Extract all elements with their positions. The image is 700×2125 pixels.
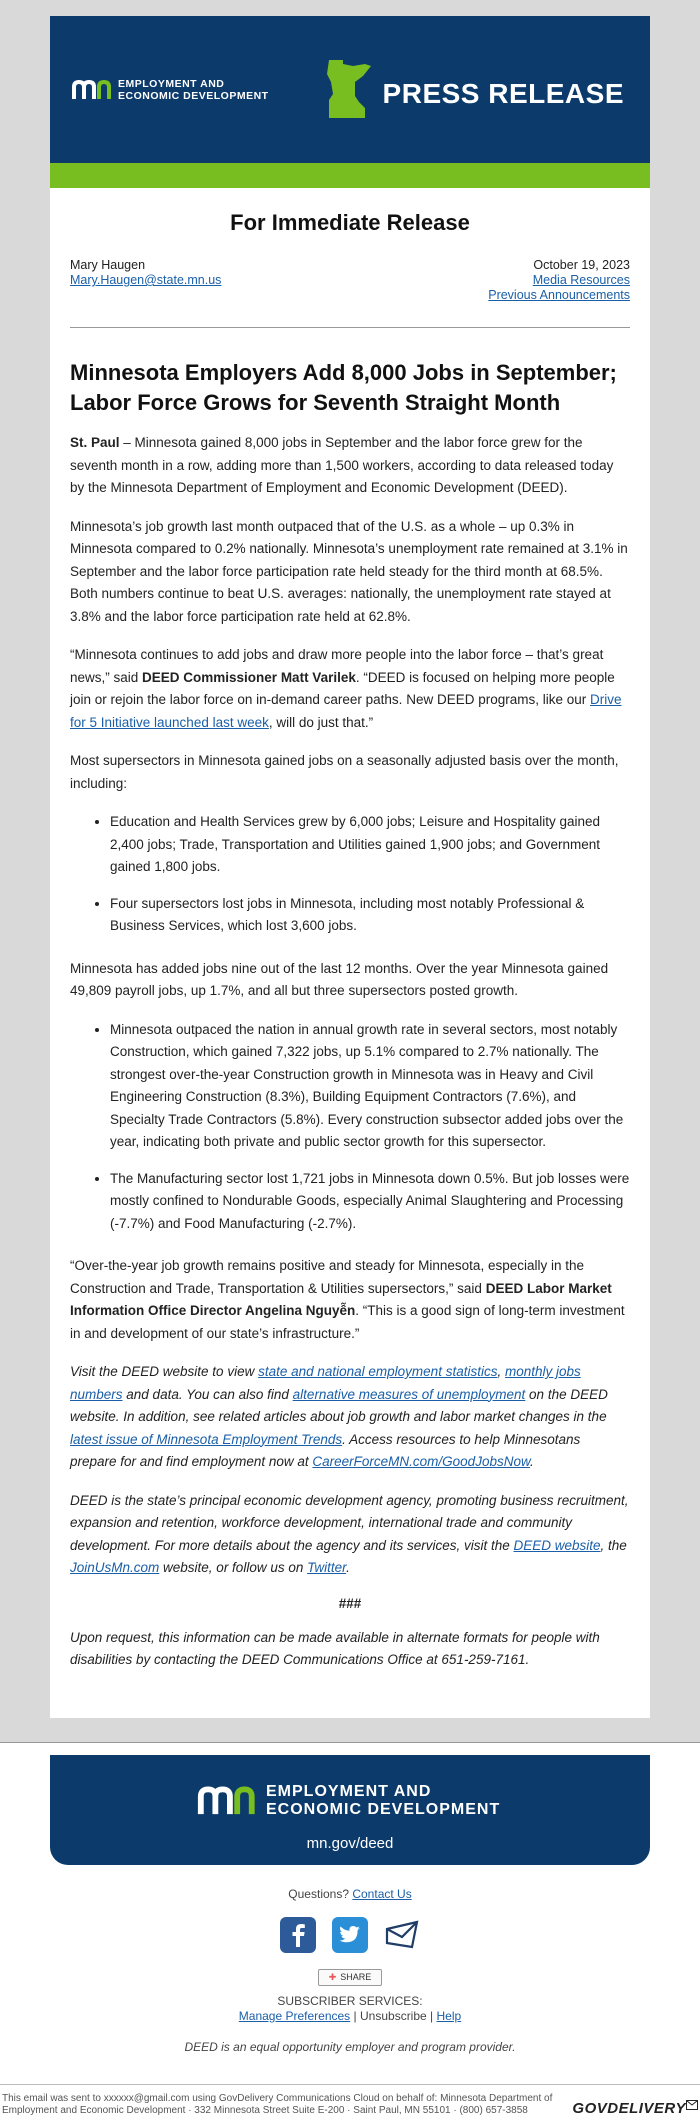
logo-line1: EMPLOYMENT AND xyxy=(118,78,225,90)
release-content xyxy=(50,188,650,1718)
monthly-jobs-link[interactable]: monthly jobs numbers xyxy=(70,1364,581,1402)
sender-info: This email was sent to xxxxxx@gmail.com using GovDelivery Communications Cloud on behalf of: Minnesota Department of Employment and Economic Development · 332 Minnesota Street Suite E-200 · Saint Paul, MN 55101 · (800) 657-3858 xyxy=(2,2092,553,2116)
end-marker: ### xyxy=(338,1595,362,1611)
list-item: • The Manufacturing sector lost 1,721 jobs in Minnesota down 0.5%. But job losses were mostly confined to Nondurable Goods, especially Animal Slaughtering and Processing (-7.7%) and Food Manufacturing (-2.7%). xyxy=(110,1168,630,1236)
press-release-card xyxy=(50,16,650,1718)
green-accent-bar xyxy=(50,163,650,188)
equal-opportunity-notice: DEED is an equal opportunity employer and program provider. xyxy=(184,2039,516,2054)
deed-logo xyxy=(72,78,269,102)
paragraph-6: “Over-the-year job growth remains positive and steady for Minnesota, especially in the Construction and Trade, Transportation & Utilities supersectors,” said DEED Labor Market Information Office Director Angelina Nguyễn. “This is a good sign of long-term investment in and development of our state’s infrastructure.” xyxy=(70,1258,625,1341)
employment-statistics-link[interactable]: state and national employment statistics xyxy=(258,1364,498,1379)
contact-name: Mary Haugen xyxy=(70,258,146,272)
dateline: St. Paul xyxy=(70,435,120,450)
contact-email-link[interactable]: Mary.Haugen@state.mn.us xyxy=(70,273,222,287)
share-label: SHARE xyxy=(340,1972,372,1982)
help-link[interactable]: Help xyxy=(436,2008,462,2023)
share-button[interactable] xyxy=(318,1969,383,1986)
release-date: October 19, 2023 xyxy=(533,258,630,272)
list-item: • Minnesota outpaced the nation in annual growth rate in several sectors, most notably Construction, which gained 7,322 jobs, up 5.1% compared to 2.7% nationally. The strongest over-the-year Construction growth in Minnesota was in Heavy and Civil Engineering Construction (8.3%), Building Equipment Contractors (7.6%), and Specialty Trade Contractors (5.8%). Every construction subsector added jobs over the year, indicating both private and public sector growth for this supersector. xyxy=(110,1019,630,1154)
drive-for-5-link[interactable]: Drive for 5 Initiative launched last week xyxy=(70,692,622,730)
unsubscribe-link[interactable]: Unsubscribe xyxy=(360,2008,427,2023)
annual-growth-list xyxy=(110,1019,630,1236)
footer-mn-logo-icon xyxy=(196,1785,258,1817)
previous-announcements-link[interactable]: Previous Announcements xyxy=(488,288,630,302)
footer-divider xyxy=(0,1742,700,1743)
footer-logo-line2: ECONOMIC DEVELOPMENT xyxy=(266,1800,501,1818)
email-icon[interactable] xyxy=(384,1917,420,1953)
paragraph-8: DEED is the state’s principal economic development agency, promoting business recruitment, expansion and retention, workforce development, international trade and community development. For more details about the agency and its services, visit the DEED website, the JoinUsMn.com website, or follow us on Twitter. xyxy=(70,1492,629,1575)
paragraph-2: Minnesota’s job growth last month outpaced that of the U.S. as a whole – up 0.3% in Minnesota compared to 0.2% nationally. Minnesota’s unemployment rate remained at 3.1% in September and the labor force participation rate held steady for the third month at 68.5%. Both numbers continue to beat U.S. averages: nationally, the unemployment rate stayed at 3.8% and the labor force participation rate held at 62.8%. xyxy=(70,518,628,624)
director-name: DEED Labor Market Information Office Director Angelina Nguyễn xyxy=(70,1280,612,1318)
minnesota-map-icon xyxy=(325,60,373,120)
employment-trends-link[interactable]: latest issue of Minnesota Employment Trends xyxy=(70,1431,343,1447)
footer-url: mn.gov/deed xyxy=(306,1834,394,1852)
header-banner xyxy=(50,16,650,163)
manage-preferences-link[interactable]: Manage Preferences xyxy=(238,2008,351,2023)
paragraph-7: Visit the DEED website to view state and national employment statistics, monthly jobs numbers and data. You can also find alternative measures of unemployment on the DEED website. In addition, see related articles about job growth and labor market changes in the latest issue of Minnesota Employment Trends. Access resources to help Minnesotans prepare for and find employment now at CareerForceMN.com/GoodJobsNow. xyxy=(70,1364,608,1469)
contact-us-link[interactable]: Contact Us xyxy=(352,1886,412,1901)
deed-website-link[interactable]: DEED website xyxy=(513,1537,601,1553)
facebook-icon[interactable] xyxy=(280,1917,316,1953)
list-item: • Education and Health Services grew by 6,000 jobs; Leisure and Hospitality gained 2,400 jobs; Trade, Transportation and Utilities gained 1,900 jobs; and Government gained 1,800 jobs. xyxy=(110,811,630,879)
paragraph-4: Most supersectors in Minnesota gained jobs on a seasonally adjusted basis over the month, including: xyxy=(70,753,619,791)
bottom-bar xyxy=(0,2084,700,2123)
paragraph-1: St. Paul – Minnesota gained 8,000 jobs in September and the labor force grew for the seventh month in a row, adding more than 1,500 workers, according to data released today by the Minnesota Department of Employment and Economic Development (DEED). xyxy=(70,435,614,495)
article-headline: Minnesota Employers Add 8,000 Jobs in September; Labor Force Grows for Seventh Straight Month xyxy=(70,360,617,415)
subscriber-services: SUBSCRIBER SERVICES: Manage Preferences | Unsubscribe | Help xyxy=(0,1994,700,2024)
paragraph-5: Minnesota has added jobs nine out of the last 12 months. Over the year Minnesota gained 49,809 payroll jobs, up 1.7%, and all but three supersectors posted growth. xyxy=(70,960,609,998)
logo-line2: ECONOMIC DEVELOPMENT xyxy=(118,90,269,102)
supersector-list xyxy=(110,811,630,938)
subscriber-label: SUBSCRIBER SERVICES: xyxy=(277,1993,423,2008)
date-block xyxy=(488,258,630,303)
mn-logo-icon xyxy=(72,79,112,101)
govdelivery-logo: GOVDELIVERY xyxy=(572,2100,698,2117)
questions-line: Questions? Contact Us xyxy=(288,1886,412,1901)
share-row xyxy=(0,1969,700,1986)
social-icons xyxy=(0,1917,700,1953)
immediate-release-heading: For Immediate Release xyxy=(230,210,470,235)
divider xyxy=(70,327,630,328)
alternative-measures-link[interactable]: alternative measures of unemployment xyxy=(292,1386,526,1402)
list-item: • Four supersectors lost jobs in Minnesota, including most notably Professional & Business Services, which lost 3,600 jobs. xyxy=(110,893,630,938)
commissioner-name: DEED Commissioner Matt Varilek xyxy=(142,669,356,685)
footer-logo-line1: EMPLOYMENT AND xyxy=(266,1782,432,1800)
twitter-icon[interactable] xyxy=(332,1917,368,1953)
footer-deed-logo xyxy=(196,1783,500,1819)
paragraph-9: Upon request, this information can be made available in alternate formats for people with disabilities by contacting the DEED Communications Office at 651-259-7161. xyxy=(70,1629,600,1667)
joinusmn-link[interactable]: JoinUsMn.com xyxy=(70,1560,160,1575)
envelope-icon xyxy=(686,2100,698,2110)
twitter-link[interactable]: Twitter xyxy=(307,1560,347,1575)
contact-block xyxy=(70,258,221,303)
careerforce-link[interactable]: CareerForceMN.com/GoodJobsNow xyxy=(312,1454,530,1469)
footer-banner xyxy=(50,1755,650,1865)
contact-row xyxy=(70,258,630,303)
press-release-title: PRESS RELEASE xyxy=(382,78,624,109)
share-plus-icon: ✚ xyxy=(328,1971,337,1982)
paragraph-3: “Minnesota continues to add jobs and draw more people into the labor force – that’s great news,” said DEED Commissioner Matt Varilek. “DEED is focused on helping more people join or rejoin the labor force on in-demand career paths. New DEED programs, like our Drive for 5 Initiative launched last week, will do just that.” xyxy=(70,647,622,730)
media-resources-link[interactable]: Media Resources xyxy=(532,273,630,287)
